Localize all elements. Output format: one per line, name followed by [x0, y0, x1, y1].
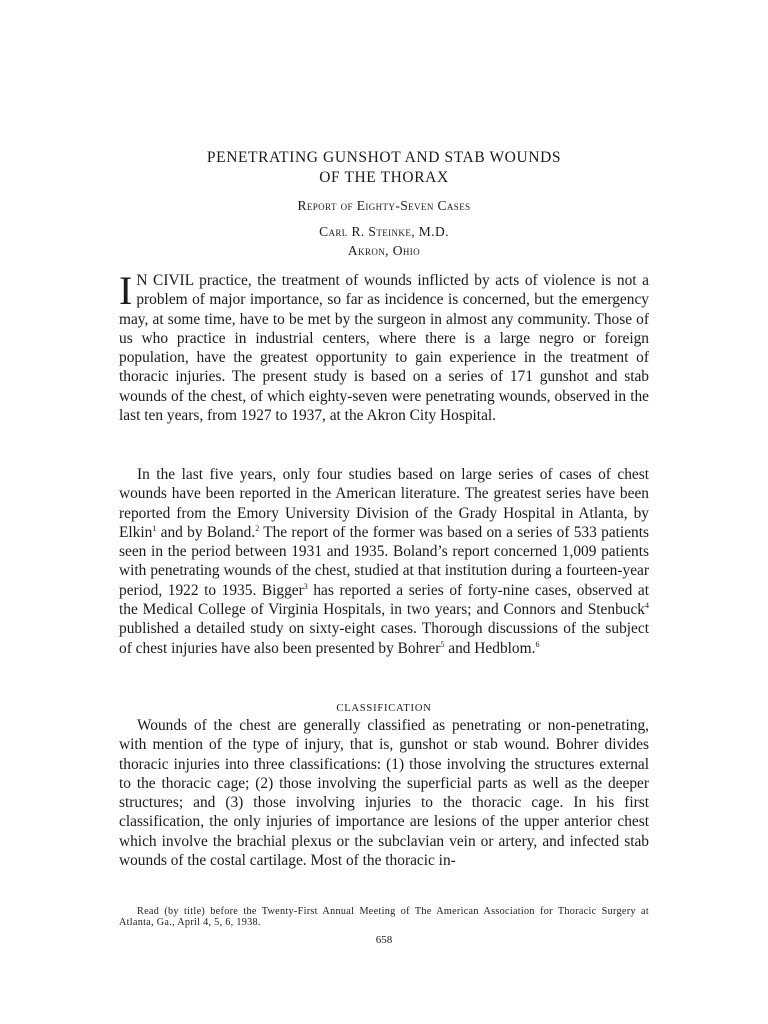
- intro-paragraph: [119, 268, 649, 425]
- classification-paragraph: Wounds of the chest are generally classified as penetrating or non-penetrating, with mention of the type of injury, that is, gunshot or stab wound. Bohrer divides thoracic injuries into three classifications: (1) those involving the structures external to the thoracic cage; (2) those involving the superficial parts as well as the deeper structures; and (3) those involving injuries to the thoracic cage. In his first classification, the only injuries of importance are lesions of the upper anterior chest which involve the brachial plexus or the subclavian vein or artery, and infected stab wounds of the costal cartilage. Most of the thoracic in-: [119, 717, 649, 870]
- intro-paragraph-text: N CIVIL practice, the treatment of wounds inflicted by acts of violence is not a problem of major importance, so far as incidence is concerned, but the emergency may, at some time, have to be met by the surgeon in almost any community. Those of us who practice in industrial centers, where there is a large negro or foreign population, have the greatest opportunity to gain experience in the treatment of thoracic injuries. The present study is based on a series of 171 gunshot and stab wounds of the chest, of which eighty-seven were penetrating wounds, observed in the last ten years, from 1927 to 1937, at the Akron City Hospital.: [119, 272, 649, 425]
- literature-paragraph: [119, 465, 649, 658]
- reference-marker: 5: [440, 639, 445, 649]
- article-title-line-2: OF THE THORAX: [319, 169, 449, 186]
- footnote: Read (by title) before the Twenty-First Annual Meeting of The American Association for Thoracic Surgery at Atlanta, Ga., April 4, 5, 6, 1938.: [119, 906, 649, 928]
- literature-text-2: and by Boland.: [156, 523, 256, 541]
- reference-marker: 6: [535, 639, 540, 649]
- reference-marker: 2: [255, 523, 260, 533]
- author-name: Carl R. Steinke, M.D.: [319, 224, 449, 239]
- literature-text-1: In the last five years, only four studies based on large series of cases of chest wounds have been reported in the American literature. The greatest series have been reported from the Emory University Division of the Grady Hospital in Atlanta, by Elkin: [119, 466, 649, 541]
- article-subtitle: Report of Eighty-Seven Cases: [297, 198, 471, 213]
- article-title-line-1: PENETRATING GUNSHOT AND STAB WOUNDS: [206, 149, 562, 166]
- literature-text-5: published a detailed study on sixty-eight cases. Thorough discussions of the subject of chest injuries have also been presented by Bohrer: [119, 620, 649, 657]
- literature-text-6: and Hedblom.: [444, 639, 536, 657]
- literature-text-4: has reported a series of forty-nine cases, observed at the Medical College of Virginia Hospitals, in two years; and Connors and Stenbuck: [119, 581, 650, 619]
- drop-cap: I: [119, 268, 133, 313]
- reference-marker: 1: [152, 523, 157, 533]
- reference-marker: 4: [645, 600, 649, 610]
- author-location: Akron, Ohio: [347, 243, 421, 258]
- reference-marker: 3: [303, 581, 308, 591]
- section-heading: CLASSIFICATION: [336, 703, 432, 714]
- page-number: 658: [375, 934, 393, 946]
- literature-text-3: The report of the former was based on a series of 533 patients seen in the period between 1931 and 1935. Boland’s report concerned 1,009 patients with penetrating wounds of the chest, studied at that institution during a fourteen-year period, 1922 to 1935. Bigger: [119, 523, 649, 599]
